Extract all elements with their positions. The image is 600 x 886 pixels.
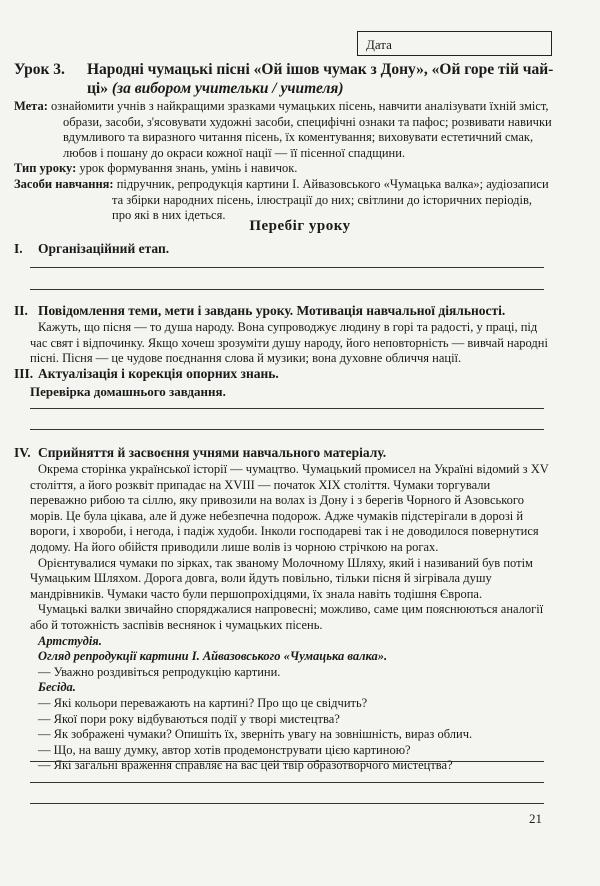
course-heading: Перебіг уроку xyxy=(249,218,351,234)
answer-line[interactable] xyxy=(30,782,544,783)
answer-line[interactable] xyxy=(30,803,544,804)
section-4-heading: IV. Сприйняття й засвоєння учнями навчального матеріалу. xyxy=(14,445,387,460)
talk-label: Бесіда. xyxy=(38,680,76,695)
paragraph: Орієнтувалися чумаки по зірках, так званому Молочному Шляху, який і називаний був потім Чумацьким Шляхом. Дорога довга, воли йдуть повільно, тільки пісня й зігрівала душу мандрівників. Чумаки часто були першопрохідцями, їх знала навіть тодішня Європа. xyxy=(30,555,533,601)
goal-label: Мета: xyxy=(14,99,48,113)
means-text: підручник, репродукція картини І. Айвазовського «Чумацька валка»; аудіозаписи та збірки народних пісень, ілюстрації до них; світлини до історичних періодів, про які в них ідеться. xyxy=(112,177,549,222)
lesson-means xyxy=(14,177,554,224)
lesson-title-line1: Народні чумацькі пісні «Ой ішов чумак з Дону», «Ой горе тій чай- xyxy=(87,61,554,78)
answer-line[interactable] xyxy=(30,761,544,762)
art-studio-label: Артстудія. xyxy=(38,633,102,648)
answer-line[interactable] xyxy=(30,429,544,430)
section-2-text: Кажуть, що пісня — то душа народу. Вона супроводжує людину в горі та радості, у праці, під час свят і відпочинку. Якщо хочеш зрозуміти душу народу, його неповторність — вивчай народні пісні. Пісня — це чудове поєднання слова й музики; вона духовне обличчя нації. xyxy=(30,320,548,366)
type-text: урок формування знань, умінь і навичок. xyxy=(79,161,298,175)
section-3-heading: III. Актуалізація і корекція опорних знань. xyxy=(14,366,279,381)
lesson-goal xyxy=(14,99,554,161)
question: — Які загальні враження справляє на вас цей твір образотворчого мистецтва? xyxy=(38,758,453,773)
paragraph: Чумацькі валки звичайно споряджалися напровесні; можливо, саме цим пояснюються аналогії або й тотожність заспівів веснянок і чумацьких пісень. xyxy=(30,602,544,632)
question: — Які кольори переважають на картині? Про що це свідчить? xyxy=(38,695,368,710)
question: — Якої пори року відбуваються події у творі мистецтва? xyxy=(38,711,340,726)
answer-line[interactable] xyxy=(30,408,544,409)
section-4-text xyxy=(30,462,550,774)
question: — Як зображені чумаки? Опишіть їх, зверніть увагу на зовнішність, вираз облич. xyxy=(38,727,473,742)
section-2-heading: II. Повідомлення теми, мети і завдань уроку. Мотивація навчальної діяльності. xyxy=(14,303,506,318)
lesson-title-line2: ці» (за вибором учительки / учителя) xyxy=(87,80,344,97)
lesson-title xyxy=(14,60,562,98)
lesson-type xyxy=(14,161,554,177)
lesson-number: Урок 3. xyxy=(14,61,65,78)
type-label: Тип уроку: xyxy=(14,161,77,175)
review-title: Огляд репродукції картини І. Айвазовського «Чумацька валка». xyxy=(38,649,388,664)
answer-line[interactable] xyxy=(30,289,544,290)
means-label: Засоби навчання: xyxy=(14,177,114,191)
homework-check: Перевірка домашнього завдання. xyxy=(30,384,226,399)
question: — Що, на вашу думку, автор хотів продемонструвати цією картиною? xyxy=(38,742,411,757)
section-1-heading: I. Організаційний етап. xyxy=(14,241,170,256)
date-label: Дата xyxy=(366,37,392,52)
goal-text: ознайомити учнів з найкращими зразками чумацьких пісень, навчити аналізувати їхній зміст, образи, засоби, з'ясовувати художні засоби, специфічні ознаки та пафос; розвивати навички вдумливого та виразного читання пісень, їх коментування; виховувати естетичний смак, любов і пошану до окраси кожної нації — її пісенної спадщини. xyxy=(51,99,552,160)
page-number: 21 xyxy=(529,811,542,826)
answer-line[interactable] xyxy=(30,267,544,268)
review-question: — Уважно роздивіться репродукцію картини. xyxy=(38,664,281,679)
lesson-title-choice: (за вибором учительки / учителя) xyxy=(111,80,344,97)
paragraph: Окрема сторінка української історії — чумацтво. Чумацький промисел на Україні відомий з XV століття, а його розквіт припадає на XVIII — початок XIX століття. Чумаки торгували переважно рибою та сіллю, яку привозили на волах із Дону і з берегів Чорного й Азовського морів. Це була цікава, але й дуже небезпечна подорож. Адже чумаків підстерігали в дорозі й вороги, і хвороби, і негода, і падіж худоби. Інколи господареві так і не доводилося повернутися додому. На його обійстя приводили лише волів із чорною стрічкою на рогах. xyxy=(30,462,549,554)
date-box[interactable] xyxy=(357,31,552,56)
